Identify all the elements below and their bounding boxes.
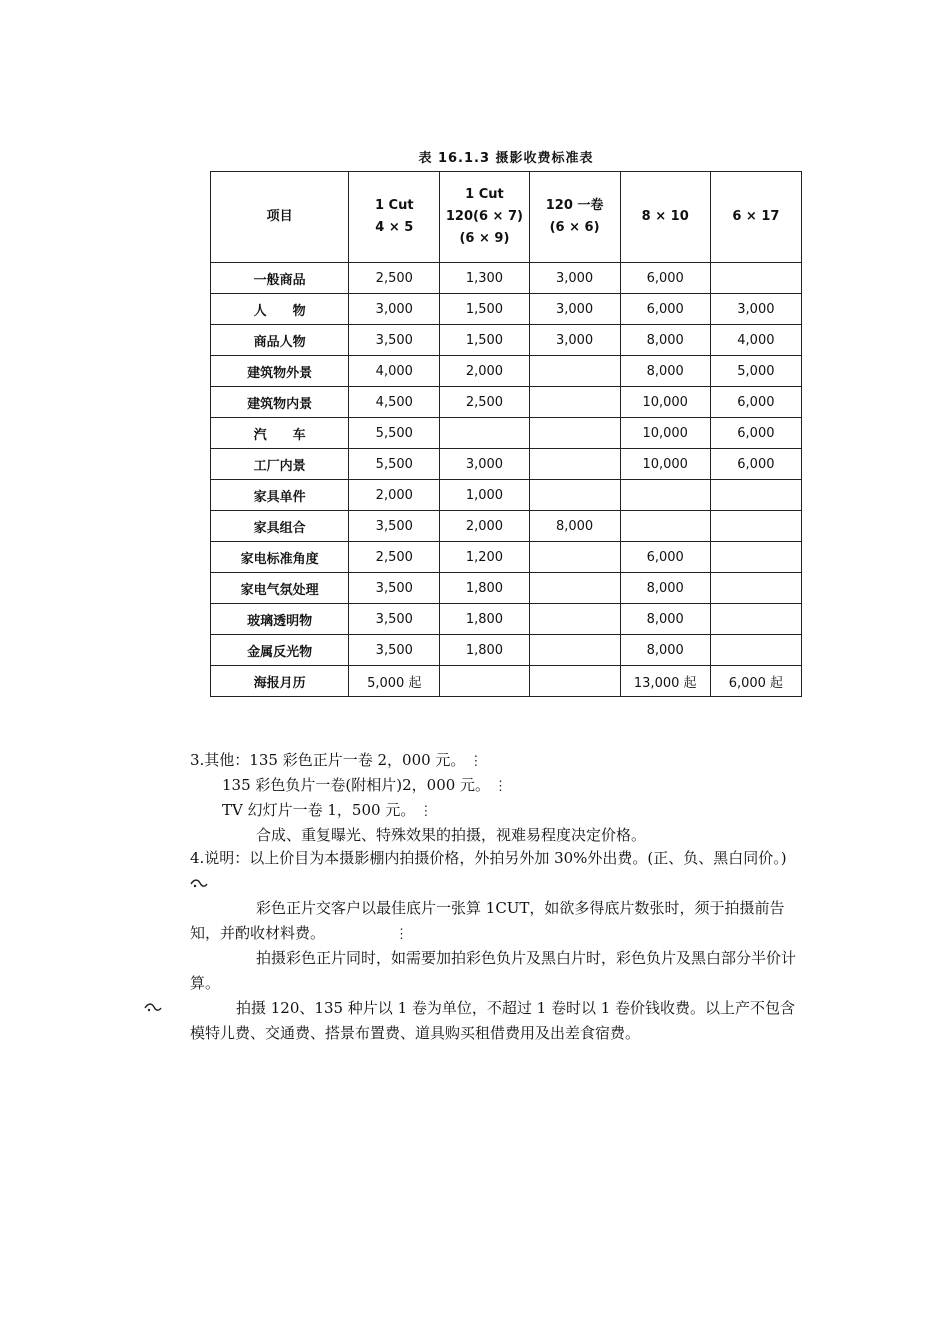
price-cell: 13,000 起 — [620, 666, 710, 697]
table-row — [211, 356, 802, 387]
price-cell: 8,000 — [620, 356, 710, 387]
price-cell: 3,500 — [349, 635, 440, 666]
note-explain-3 — [190, 946, 807, 996]
price-cell — [710, 635, 801, 666]
price-cell: 10,000 — [620, 418, 710, 449]
table-row — [211, 263, 802, 294]
line-mark: ⋮ — [469, 754, 483, 769]
price-cell: 1,800 — [440, 635, 529, 666]
price-cell — [529, 356, 620, 387]
row-label-cell: 家具组合 — [211, 511, 349, 542]
price-cell: 3,000 — [349, 294, 440, 325]
note-other-3 — [222, 799, 432, 823]
price-cell — [529, 480, 620, 511]
table-header-cell: 120 一卷 (6 × 6) — [529, 172, 620, 263]
price-cell: 1,800 — [440, 604, 529, 635]
price-cell: 3,000 — [710, 294, 801, 325]
fee-table — [210, 171, 802, 697]
price-cell: 6,000 — [710, 387, 801, 418]
table-row — [211, 325, 802, 356]
table-row — [211, 449, 802, 480]
note-other-1-text: 3.其他：135 彩色正片一卷 2，000 元。 — [190, 751, 466, 769]
row-label-cell: 家电气氛处理 — [211, 573, 349, 604]
row-label-cell: 一般商品 — [211, 263, 349, 294]
price-cell — [710, 480, 801, 511]
note-other-2 — [222, 774, 507, 798]
row-label-cell: 玻璃透明物 — [211, 604, 349, 635]
note-explain-4 — [190, 996, 807, 1046]
price-cell: 3,000 — [529, 325, 620, 356]
price-cell: 8,000 — [529, 511, 620, 542]
price-cell: 8,000 — [620, 573, 710, 604]
price-cell — [529, 418, 620, 449]
table-header-cell: 1 Cut 120(6 × 7) (6 × 9) — [440, 172, 529, 263]
table-header-cell: 8 × 10 — [620, 172, 710, 263]
note-other-2-text: 135 彩色负片一卷(附相片)2，000 元。 — [222, 776, 491, 794]
price-cell — [710, 542, 801, 573]
row-label-cell: 工厂内景 — [211, 449, 349, 480]
note-explain-3-text: 拍摄彩色正片同时，如需要加拍彩色负片及黑白片时，彩色负片及黑白部分半价计算。 — [190, 949, 797, 992]
row-label-cell: 汽 车 — [211, 418, 349, 449]
price-cell: 8,000 — [620, 604, 710, 635]
note-other-4-text: 合成、重复曝光、特殊效果的拍摄，视难易程度决定价格。 — [256, 826, 647, 844]
price-cell: 6,000 — [710, 449, 801, 480]
price-cell: 4,000 — [349, 356, 440, 387]
table-header-row — [211, 172, 802, 263]
price-cell: 8,000 — [620, 635, 710, 666]
price-cell: 1,500 — [440, 325, 529, 356]
price-cell: 5,500 — [349, 449, 440, 480]
table-row — [211, 542, 802, 573]
price-cell — [529, 604, 620, 635]
price-cell: 5,500 — [349, 418, 440, 449]
price-cell: 1,300 — [440, 263, 529, 294]
price-cell — [710, 573, 801, 604]
price-cell: 1,200 — [440, 542, 529, 573]
price-cell: 10,000 — [620, 449, 710, 480]
price-cell: 2,500 — [440, 387, 529, 418]
row-label-cell: 建筑物外景 — [211, 356, 349, 387]
price-cell: 6,000 — [620, 542, 710, 573]
table-header-cell: 1 Cut 4 × 5 — [349, 172, 440, 263]
table-header-cell: 项目 — [211, 172, 349, 263]
price-cell — [440, 418, 529, 449]
price-cell: 3,000 — [529, 263, 620, 294]
row-label-cell: 建筑物内景 — [211, 387, 349, 418]
price-cell — [529, 387, 620, 418]
line-mark: ⋮ — [419, 804, 433, 819]
table-header-cell: 6 × 17 — [710, 172, 801, 263]
price-cell: 1,000 — [440, 480, 529, 511]
note-explain-1 — [190, 846, 790, 896]
table-row — [211, 480, 802, 511]
price-cell — [710, 604, 801, 635]
price-cell: 5,000 起 — [349, 666, 440, 697]
price-cell: 3,500 — [349, 604, 440, 635]
price-cell: 2,500 — [349, 263, 440, 294]
price-cell — [529, 635, 620, 666]
price-cell: 4,500 — [349, 387, 440, 418]
price-cell — [620, 480, 710, 511]
table-row — [211, 418, 802, 449]
price-cell: 3,000 — [440, 449, 529, 480]
tail-mark-icon — [144, 1002, 162, 1014]
table-row — [211, 666, 802, 697]
price-cell: 6,000 — [710, 418, 801, 449]
price-cell: 2,000 — [440, 356, 529, 387]
price-cell — [529, 542, 620, 573]
line-mark: ⋮ — [395, 927, 409, 942]
price-cell: 6,000 — [620, 263, 710, 294]
price-cell: 1,800 — [440, 573, 529, 604]
note-other-4 — [256, 824, 646, 846]
line-mark: ⋮ — [494, 779, 508, 794]
price-cell: 3,500 — [349, 573, 440, 604]
row-label-cell: 海报月历 — [211, 666, 349, 697]
note-other-3-text: TV 幻灯片一卷 1，500 元。 — [222, 801, 416, 819]
row-label-cell: 家具单件 — [211, 480, 349, 511]
price-cell — [529, 449, 620, 480]
note-explain-2 — [190, 896, 807, 947]
price-cell: 8,000 — [620, 325, 710, 356]
price-cell: 10,000 — [620, 387, 710, 418]
price-cell: 3,500 — [349, 511, 440, 542]
note-other-1 — [190, 749, 482, 773]
row-label-cell: 金属反光物 — [211, 635, 349, 666]
price-cell: 4,000 — [710, 325, 801, 356]
price-cell: 2,500 — [349, 542, 440, 573]
table-row — [211, 294, 802, 325]
price-cell: 3,500 — [349, 325, 440, 356]
row-label-cell: 商品人物 — [211, 325, 349, 356]
note-explain-4-text: 拍摄 120、135 种片以 1 卷为单位，不超过 1 卷时以 1 卷价钱收费。以上产不包含模特儿费、交通费、搭景布置费、道具购买租借费用及出差食宿费。 — [190, 999, 796, 1042]
price-cell — [440, 666, 529, 697]
table-row — [211, 635, 802, 666]
table-row — [211, 511, 802, 542]
row-label-cell: 家电标准角度 — [211, 542, 349, 573]
price-cell: 5,000 — [710, 356, 801, 387]
note-explain-1-text: 4.说明：以上价目为本摄影棚内拍摄价格，外拍另外加 30%外出费。(正、负、黑白同价。) — [190, 849, 787, 867]
table-row — [211, 387, 802, 418]
tail-mark-icon — [190, 878, 208, 890]
table-row — [211, 573, 802, 604]
table-row — [211, 604, 802, 635]
table-caption: 表 16.1.3 摄影收费标准表 — [418, 151, 594, 166]
price-cell — [529, 666, 620, 697]
price-cell — [710, 511, 801, 542]
price-cell — [529, 573, 620, 604]
price-cell — [620, 511, 710, 542]
price-cell: 2,000 — [349, 480, 440, 511]
price-cell: 3,000 — [529, 294, 620, 325]
price-cell: 2,000 — [440, 511, 529, 542]
price-cell — [710, 263, 801, 294]
table-body — [211, 263, 802, 697]
price-cell: 1,500 — [440, 294, 529, 325]
note-explain-2-text: 彩色正片交客户以最佳底片一张算 1CUT，如欲多得底片数张时，须于拍摄前告知，并酌收材料费。 — [190, 899, 785, 942]
price-cell: 6,000 — [620, 294, 710, 325]
row-label-cell: 人 物 — [211, 294, 349, 325]
price-cell: 6,000 起 — [710, 666, 801, 697]
